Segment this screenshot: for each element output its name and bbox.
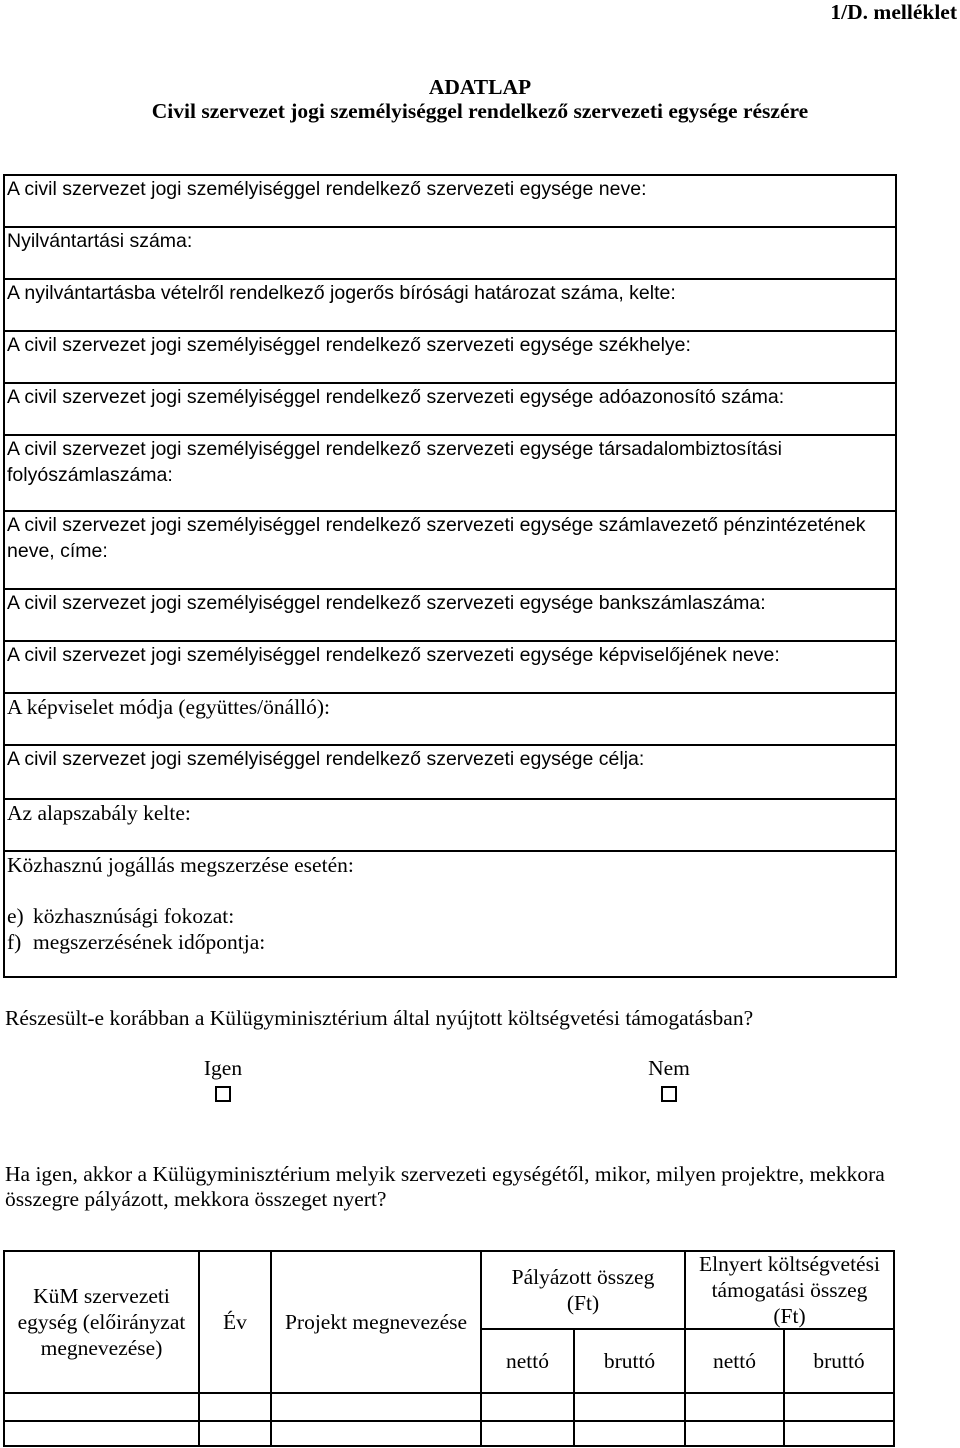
row-label: A civil szervezet jogi személyiséggel rendelkező szervezeti egysége célja:: [7, 748, 645, 770]
header-applied-line: (Ft): [566, 1291, 600, 1315]
row2-applied-net-cell: [482, 1422, 575, 1447]
header-unit-line: KüM szervezeti: [33, 1284, 170, 1308]
grant-history-table: [3, 1250, 895, 1447]
row-label: A civil szervezet jogi személyiséggel rendelkező szervezeti egysége bankszámlaszáma:: [7, 592, 766, 614]
row2-year-cell: [200, 1422, 272, 1447]
row1-awarded-net-cell: [686, 1394, 785, 1422]
option-yes-label: Igen: [203, 1056, 243, 1080]
row-representative-name: [5, 642, 895, 694]
header-project-cell: [272, 1252, 482, 1394]
document-subtitle: Civil szervezet jogi személyiséggel rendelkező szervezeti egysége részére: [151, 99, 809, 123]
document-title: ADATLAP: [428, 75, 532, 99]
followup-line: Ha igen, akkor a Külügyminisztérium melyik szervezeti egységétől, mikor, milyen projektre, mekkora: [5, 1162, 885, 1186]
header-applied-amount-cell: [482, 1252, 686, 1330]
row-label: A civil szervezet jogi személyiséggel rendelkező szervezeti egysége neve:: [7, 178, 647, 200]
header-unit-line: egység (előirányzat: [17, 1310, 186, 1334]
support-question: Részesült-e korábban a Külügyminisztérium által nyújtott költségvetési támogatásban?: [5, 1006, 754, 1030]
row-label: A civil szervezet jogi személyiséggel rendelkező szervezeti egysége székhelye:: [7, 334, 691, 356]
row-registered-seat: [5, 332, 895, 384]
option-yes: [183, 1055, 263, 1102]
header-applied-line: Pályázott összeg: [511, 1265, 655, 1289]
header-unit-line: megnevezése): [40, 1336, 163, 1360]
row-statute-date: [5, 800, 895, 852]
sub-item-text: megszerzésének időpontja:: [33, 930, 266, 954]
row-bank-account-number: [5, 590, 895, 642]
subheader-awarded-net: nettó: [686, 1330, 785, 1394]
row-unit-name: [5, 176, 895, 228]
row-label: A nyilvántartásba vételről rendelkező jogerős bírósági határozat száma, kelte:: [7, 282, 676, 304]
row-public-benefit-status: [5, 852, 895, 978]
subheader-awarded-gross: bruttó: [785, 1330, 895, 1394]
row-registration-number: [5, 228, 895, 280]
row-label-line: neve, címe:: [7, 540, 108, 562]
row1-unit-cell: [5, 1394, 200, 1422]
subheader-applied-gross: bruttó: [575, 1330, 686, 1394]
row-purpose: [5, 746, 895, 800]
header-awarded-line: (Ft): [773, 1304, 806, 1328]
header-awarded-amount-cell: [686, 1252, 895, 1330]
row-label-line: folyószámlaszáma:: [7, 464, 173, 486]
row2-unit-cell: [5, 1422, 200, 1447]
header-awarded-line: támogatási összeg: [711, 1278, 868, 1302]
row-representation-type: [5, 694, 895, 746]
annex-label: 1/D. melléklet: [830, 0, 957, 24]
row1-applied-net-cell: [482, 1394, 575, 1422]
row2-applied-gross-cell: [575, 1422, 686, 1447]
row1-applied-gross-cell: [575, 1394, 686, 1422]
followup-line: összegre pályázott, mekkora összeget nyert?: [5, 1187, 387, 1211]
row-label: A képviselet módja (együttes/önálló):: [7, 695, 331, 719]
row-label: Közhasznú jogállás megszerzése esetén:: [7, 853, 354, 877]
sub-item-text: közhasznúsági fokozat:: [33, 904, 235, 928]
sub-item-acquisition-date: [7, 929, 893, 955]
header-project-label: Projekt megnevezése: [284, 1310, 468, 1334]
header-year-label: Év: [223, 1310, 247, 1334]
row-social-security-account: [5, 436, 895, 512]
sub-item-marker: e): [7, 904, 24, 928]
organization-data-table: [3, 174, 897, 978]
row-label: Nyilvántartási száma:: [7, 230, 193, 252]
yes-checkbox[interactable]: [215, 1086, 231, 1102]
sub-item-marker: f): [7, 930, 22, 954]
row-court-decision: [5, 280, 895, 332]
row2-awarded-net-cell: [686, 1422, 785, 1447]
option-no: [629, 1055, 709, 1102]
followup-question: [5, 1162, 885, 1212]
row-label: Az alapszabály kelte:: [7, 801, 191, 825]
row2-project-cell: [272, 1422, 482, 1447]
row-label-line: A civil szervezet jogi személyiséggel rendelkező szervezeti egysége társadalombiztosítási: [7, 438, 782, 460]
row2-awarded-gross-cell: [785, 1422, 895, 1447]
sub-item-benefit-level: [7, 903, 893, 929]
no-checkbox[interactable]: [661, 1086, 677, 1102]
row1-year-cell: [200, 1394, 272, 1422]
header-awarded-line: Elnyert költségvetési: [699, 1252, 880, 1276]
subheader-applied-net: nettó: [482, 1330, 575, 1394]
option-no-label: Nem: [648, 1056, 690, 1080]
row1-awarded-gross-cell: [785, 1394, 895, 1422]
document-header: [0, 75, 960, 123]
row-label: A civil szervezet jogi személyiséggel rendelkező szervezeti egysége adóazonosító száma:: [7, 386, 785, 408]
header-year-cell: [200, 1252, 272, 1394]
header-unit-cell: [5, 1252, 200, 1394]
row-label: A civil szervezet jogi személyiséggel rendelkező szervezeti egysége képviselőjének neve:: [7, 644, 780, 666]
row-label-line: A civil szervezet jogi személyiséggel rendelkező szervezeti egysége számlavezető pénzintézetének: [7, 514, 866, 536]
row-tax-number: [5, 384, 895, 436]
row1-project-cell: [272, 1394, 482, 1422]
row-bank-name-address: [5, 512, 895, 590]
